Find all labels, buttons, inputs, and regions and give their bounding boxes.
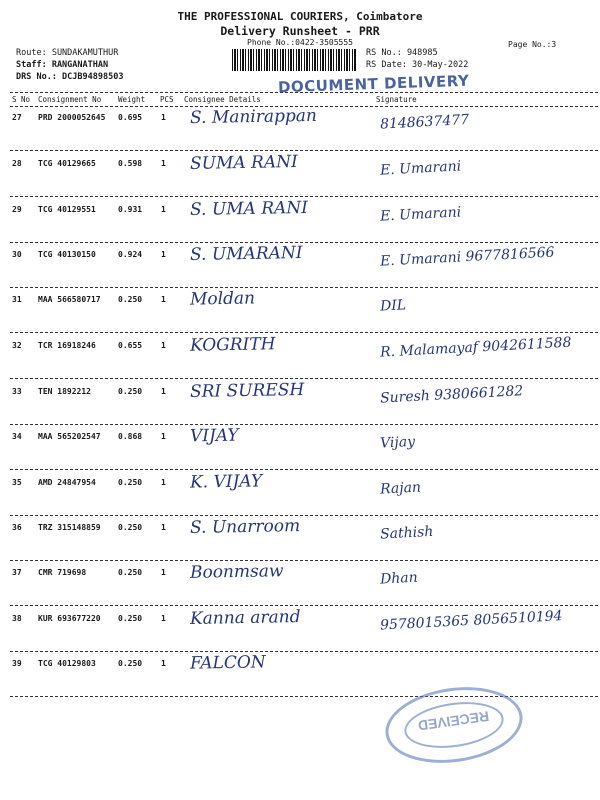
row-pcs: 1 <box>161 159 166 168</box>
row-weight: 0.250 <box>118 659 143 668</box>
signature-handwriting: Sathish <box>379 523 434 543</box>
signature-handwriting: 8148637477 <box>379 111 470 133</box>
signature-handwriting: 9578015365 8056510194 <box>379 608 563 634</box>
row-weight: 0.924 <box>118 250 143 259</box>
barcode <box>232 49 356 71</box>
row-sno: 32 <box>12 341 22 350</box>
row-pcs: 1 <box>161 432 166 441</box>
row-consignment: TCG 40129803 <box>38 659 96 668</box>
row-pcs: 1 <box>161 568 166 577</box>
consignee-handwriting: SRI SURESH <box>189 380 305 402</box>
row-weight: 0.250 <box>118 568 143 577</box>
row-pcs: 1 <box>161 205 166 214</box>
row-consignment: TCG 40129551 <box>38 205 96 214</box>
row-pcs: 1 <box>161 113 166 122</box>
row-weight: 0.250 <box>118 614 143 623</box>
row-consignment: KUR 693677220 <box>38 614 101 623</box>
company-title: THE PROFESSIONAL COURIERS, Coimbatore <box>177 10 423 23</box>
row-weight: 0.695 <box>118 113 143 122</box>
row-pcs: 1 <box>161 659 166 668</box>
row-sno: 35 <box>12 478 22 487</box>
consignee-handwriting: SUMA RANI <box>189 152 298 174</box>
row-sno: 34 <box>12 432 22 441</box>
row-separator <box>10 560 598 561</box>
row-separator <box>10 150 598 151</box>
row-consignment: TRZ 315148859 <box>38 523 101 532</box>
signature-handwriting: DIL <box>379 297 407 315</box>
row-pcs: 1 <box>161 614 166 623</box>
signature-handwriting: Suresh 9380661282 <box>379 383 524 407</box>
row-consignment: TCG 40130150 <box>38 250 96 259</box>
row-weight: 0.598 <box>118 159 143 168</box>
row-weight: 0.868 <box>118 432 143 441</box>
header-top-rule <box>10 92 598 93</box>
consignee-handwriting: VIJAY <box>189 425 239 447</box>
row-consignment: CMR 719698 <box>38 568 87 577</box>
row-sno: 30 <box>12 250 22 259</box>
col-signature: Signature <box>376 95 417 104</box>
row-weight: 0.655 <box>118 341 143 350</box>
row-separator <box>10 287 598 288</box>
row-weight: 0.250 <box>118 295 143 304</box>
signature-handwriting: Vijay <box>379 433 416 452</box>
row-weight: 0.250 <box>118 523 143 532</box>
signature-handwriting: Dhan <box>379 569 419 588</box>
row-sno: 28 <box>12 159 22 168</box>
row-sno: 33 <box>12 387 22 396</box>
consignee-handwriting: K. VIJAY <box>189 471 263 493</box>
col-consignment: Consignment No <box>38 95 102 104</box>
rs-date: RS Date: 30-May-2022 <box>366 60 469 70</box>
consignee-handwriting: KOGRITH <box>189 334 276 356</box>
row-weight: 0.931 <box>118 205 143 214</box>
row-pcs: 1 <box>161 295 166 304</box>
row-sno: 29 <box>12 205 22 214</box>
consignee-handwriting: S. UMA RANI <box>189 197 309 221</box>
row-sno: 36 <box>12 523 22 532</box>
row-consignment: TEN 1892212 <box>38 387 91 396</box>
row-sno: 27 <box>12 113 22 122</box>
signature-handwriting: Rajan <box>379 479 422 498</box>
row-weight: 0.250 <box>118 478 143 487</box>
row-consignment: AMD 24847954 <box>38 478 96 487</box>
row-sno: 37 <box>12 568 22 577</box>
seal-label: RECEIVED <box>416 708 491 734</box>
consignee-handwriting: S. Unarroom <box>189 516 301 538</box>
signature-handwriting: E. Umarani 9677816566 <box>379 244 555 270</box>
consignee-handwriting: S. UMARANI <box>189 243 303 265</box>
row-pcs: 1 <box>161 523 166 532</box>
drs-number: DRS No.: DCJB94898503 <box>16 72 124 82</box>
received-seal <box>381 679 528 771</box>
row-consignment: MAA 565202547 <box>38 432 101 441</box>
phone-number: Phone No.:0422-3505555 <box>247 38 353 47</box>
row-consignment: TCG 40129665 <box>38 159 96 168</box>
row-separator <box>10 515 598 516</box>
rs-number: RS No.: 948985 <box>366 48 438 58</box>
row-separator <box>10 242 598 243</box>
col-sno: S No <box>12 95 31 104</box>
row-consignment: TCR 16918246 <box>38 341 96 350</box>
signature-handwriting: E. Umarani <box>379 158 462 179</box>
consignee-handwriting: FALCON <box>189 652 266 674</box>
row-pcs: 1 <box>161 341 166 350</box>
consignee-handwriting: Moldan <box>189 288 256 310</box>
row-separator <box>10 469 598 470</box>
row-consignment: MAA 566580717 <box>38 295 101 304</box>
row-sno: 39 <box>12 659 22 668</box>
row-pcs: 1 <box>161 387 166 396</box>
runsheet-subtitle: Delivery Runsheet - PRR <box>220 24 380 38</box>
route: Route: SUNDAKAMUTHUR <box>16 48 119 58</box>
row-pcs: 1 <box>161 478 166 487</box>
row-consignment: PRD 2000052645 <box>38 113 106 122</box>
staff: Staff: RANGANATHAN <box>16 60 109 70</box>
row-separator <box>10 605 598 606</box>
row-separator <box>10 378 598 379</box>
row-separator <box>10 424 598 425</box>
row-sno: 38 <box>12 614 22 623</box>
consignee-handwriting: Boonmsaw <box>189 561 284 583</box>
row-separator <box>10 332 598 333</box>
row-separator <box>10 651 598 652</box>
col-weight: Weight <box>118 95 146 104</box>
row-separator <box>10 196 598 197</box>
row-sno: 31 <box>12 295 22 304</box>
consignee-handwriting: Kanna arand <box>189 607 301 629</box>
signature-handwriting <box>380 651 595 662</box>
signature-handwriting: R. Malamayaf 9042611588 <box>379 334 572 361</box>
signature-handwriting: E. Umarani <box>379 204 462 225</box>
col-consignee: Consignee Details <box>184 95 261 104</box>
row-pcs: 1 <box>161 250 166 259</box>
document-delivery-stamp: DOCUMENT DELIVERY <box>277 71 470 97</box>
consignee-handwriting: S. Manirappan <box>189 105 318 129</box>
row-weight: 0.250 <box>118 387 143 396</box>
page-number: Page No.:3 <box>508 40 557 49</box>
col-pcs: PCS <box>160 95 174 104</box>
